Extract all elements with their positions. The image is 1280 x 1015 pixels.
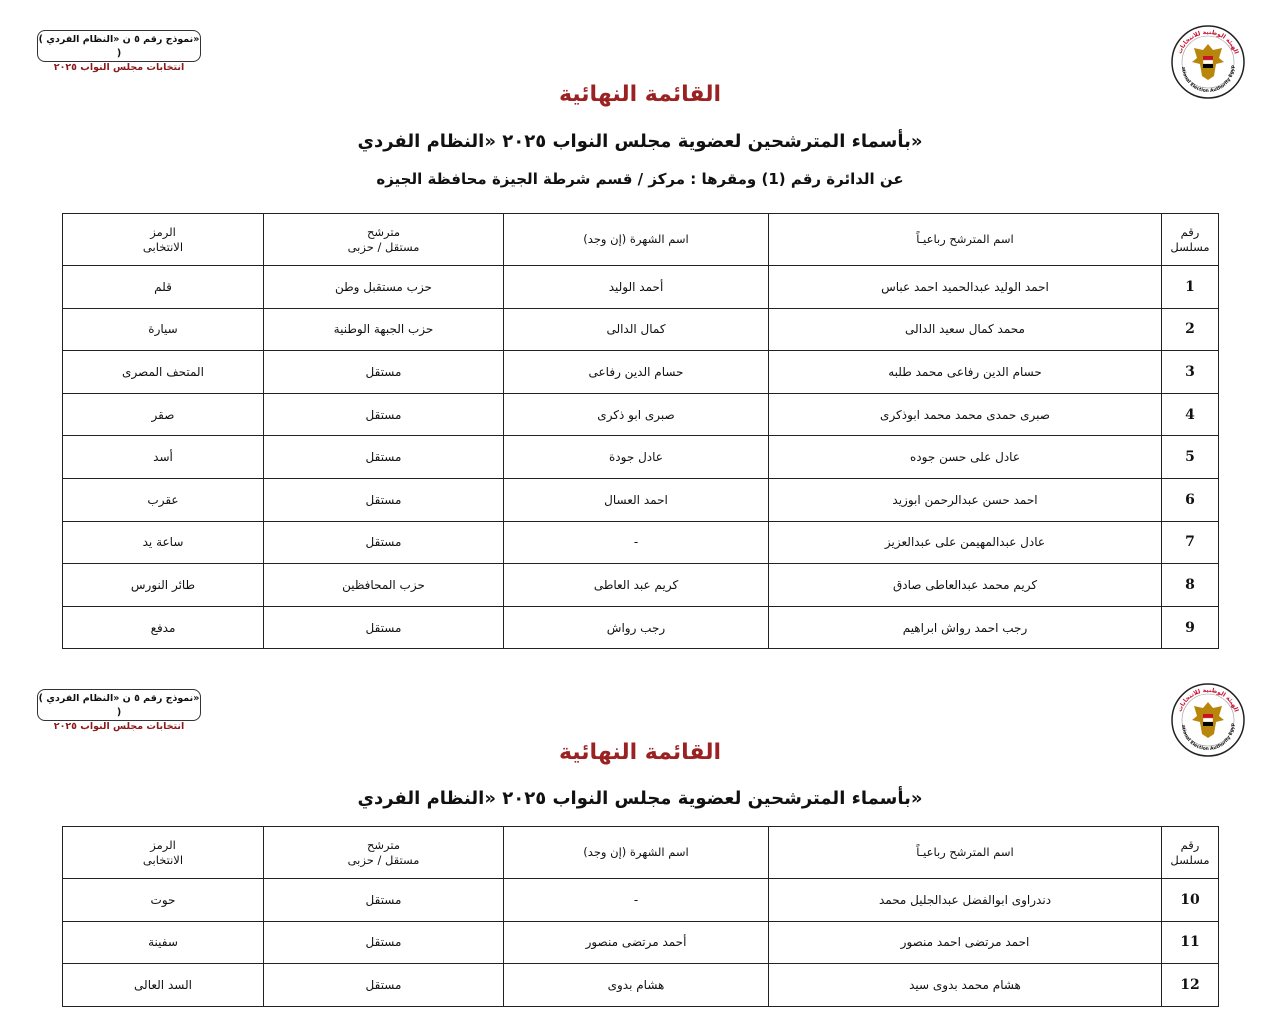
header-serial: رقم مسلسل (1162, 214, 1219, 266)
known-as-cell: رجب رواش (504, 606, 769, 649)
header-known-as: اسم الشهرة (إن وجد) (504, 214, 769, 266)
table-row (63, 351, 1219, 394)
form-number-box (37, 689, 201, 732)
svg-text:National Election Authority Eg: ational Election Authority Egyp (1179, 723, 1237, 753)
serial-cell: 9 (1162, 606, 1219, 649)
known-as-cell: احمد العسال (504, 478, 769, 521)
table-row (63, 564, 1219, 607)
serial-cell: 4 (1162, 393, 1219, 436)
affiliation-cell: مستقل (264, 606, 504, 649)
page-subtitle: بأسماء المترشحين لعضوية مجلس النواب ٢٠٢٥ «النظام الفردي» (357, 131, 923, 152)
page-title: القائمة النهائية (558, 82, 722, 107)
full-name-cell: هشام محمد بدوى سيد (769, 964, 1162, 1007)
header-affiliation: مترشح مستقل / حزبى (264, 214, 504, 266)
candidates-table-2 (62, 826, 1219, 1007)
known-as-cell: هشام بدوى (504, 964, 769, 1007)
serial-cell: 11 (1162, 921, 1219, 964)
form-number-label: ( نموذج رقم ٥ ن «النظام الفردي» ) (38, 693, 200, 718)
serial-cell: 6 (1162, 478, 1219, 521)
serial-cell: 12 (1162, 964, 1219, 1007)
page-subtitle: بأسماء المترشحين لعضوية مجلس النواب ٢٠٢٥ «النظام الفردي» (357, 788, 923, 809)
affiliation-cell: مستقل (264, 879, 504, 922)
table-row (63, 393, 1219, 436)
affiliation-cell: مستقل (264, 921, 504, 964)
symbol-cell: سفينة (63, 921, 264, 964)
full-name-cell: رجب احمد رواش ابراهيم (769, 606, 1162, 649)
known-as-cell: كمال الدالى (504, 308, 769, 351)
candidates-table-1 (62, 213, 1219, 649)
serial-cell: 10 (1162, 879, 1219, 922)
known-as-cell: - (504, 521, 769, 564)
known-as-cell: صبرى ابو ذكرى (504, 393, 769, 436)
table-row (63, 266, 1219, 309)
symbol-cell: السد العالى (63, 964, 264, 1007)
table-header-row (63, 214, 1219, 266)
serial-cell: 8 (1162, 564, 1219, 607)
serial-cell: 3 (1162, 351, 1219, 394)
known-as-cell: أحمد مرتضى منصور (504, 921, 769, 964)
header-symbol: الرمز الانتخابى (63, 214, 264, 266)
full-name-cell: كريم محمد عبدالعاطى صادق (769, 564, 1162, 607)
symbol-cell: أسد (63, 436, 264, 479)
full-name-cell: عادل على حسن جوده (769, 436, 1162, 479)
symbol-cell: سيارة (63, 308, 264, 351)
symbol-cell: مدفع (63, 606, 264, 649)
header-affiliation: مترشح مستقل / حزبى (264, 827, 504, 879)
affiliation-cell: مستقل (264, 478, 504, 521)
symbol-cell: قلم (63, 266, 264, 309)
table-row (63, 478, 1219, 521)
affiliation-cell: حزب المحافظين (264, 564, 504, 607)
table-row (63, 308, 1219, 351)
full-name-cell: حسام الدين رفاعى محمد طلبه (769, 351, 1162, 394)
table-row (63, 521, 1219, 564)
serial-cell: 7 (1162, 521, 1219, 564)
affiliation-cell: مستقل (264, 436, 504, 479)
full-name-cell: صبرى حمدى محمد محمد ابوذكرى (769, 393, 1162, 436)
header-known-as: اسم الشهرة (إن وجد) (504, 827, 769, 879)
affiliation-cell: حزب الجبهة الوطنية (264, 308, 504, 351)
full-name-cell: دندراوى ابوالفضل عبدالجليل محمد (769, 879, 1162, 922)
known-as-cell: - (504, 879, 769, 922)
table-row (63, 921, 1219, 964)
district-line: عن الدائرة رقم (1) ومقرها : مركز / قسم شرطة الجيزة محافظة الجيزه (376, 170, 904, 188)
known-as-cell: كريم عبد العاطى (504, 564, 769, 607)
table-row (63, 436, 1219, 479)
full-name-cell: احمد حسن عبدالرحمن ابوزيد (769, 478, 1162, 521)
form-number-label: ( نموذج رقم ٥ ن «النظام الفردي» ) (38, 34, 200, 59)
header-serial: رقم مسلسل (1162, 827, 1219, 879)
election-name-label: انتخابات مجلس النواب ٢٠٢٥ (53, 62, 185, 73)
header-full-name: اسم المترشح رباعيـاً (769, 827, 1162, 879)
symbol-cell: طائر النورس (63, 564, 264, 607)
table-row (63, 879, 1219, 922)
symbol-cell: صقر (63, 393, 264, 436)
symbol-cell: المتحف المصرى (63, 351, 264, 394)
symbol-cell: حوت (63, 879, 264, 922)
known-as-cell: عادل جودة (504, 436, 769, 479)
affiliation-cell: مستقل (264, 351, 504, 394)
known-as-cell: أحمد الوليد (504, 266, 769, 309)
form-number-box (37, 30, 201, 73)
header-full-name: اسم المترشح رباعيـاً (769, 214, 1162, 266)
svg-text:الهيئة الوطنية للانتخابات: الهيئة الوطنية للانتخابات (1176, 686, 1240, 713)
svg-text:الهيئة الوطنية للانتخابات: الهيئة الوطنية للانتخابات (1176, 28, 1240, 55)
header-symbol: الرمز الانتخابى (63, 827, 264, 879)
election-name-label: انتخابات مجلس النواب ٢٠٢٥ (53, 721, 185, 732)
affiliation-cell: حزب مستقبل وطن (264, 266, 504, 309)
full-name-cell: محمد كمال سعيد الدالى (769, 308, 1162, 351)
symbol-cell: ساعة يد (63, 521, 264, 564)
affiliation-cell: مستقل (264, 521, 504, 564)
page-title: القائمة النهائية (558, 740, 722, 765)
serial-cell: 5 (1162, 436, 1219, 479)
table-row (63, 606, 1219, 649)
full-name-cell: احمد مرتضى احمد منصور (769, 921, 1162, 964)
serial-cell: 1 (1162, 266, 1219, 309)
full-name-cell: احمد الوليد عبدالحميد احمد عباس (769, 266, 1162, 309)
symbol-cell: عقرب (63, 478, 264, 521)
affiliation-cell: مستقل (264, 964, 504, 1007)
svg-text:National Election Authority Eg: ational Election Authority Egyp (1179, 65, 1237, 95)
serial-cell: 2 (1162, 308, 1219, 351)
known-as-cell: حسام الدين رفاعى (504, 351, 769, 394)
table-header-row (63, 827, 1219, 879)
table-row (63, 964, 1219, 1007)
affiliation-cell: مستقل (264, 393, 504, 436)
full-name-cell: عادل عبدالمهيمن على عبدالعزيز (769, 521, 1162, 564)
